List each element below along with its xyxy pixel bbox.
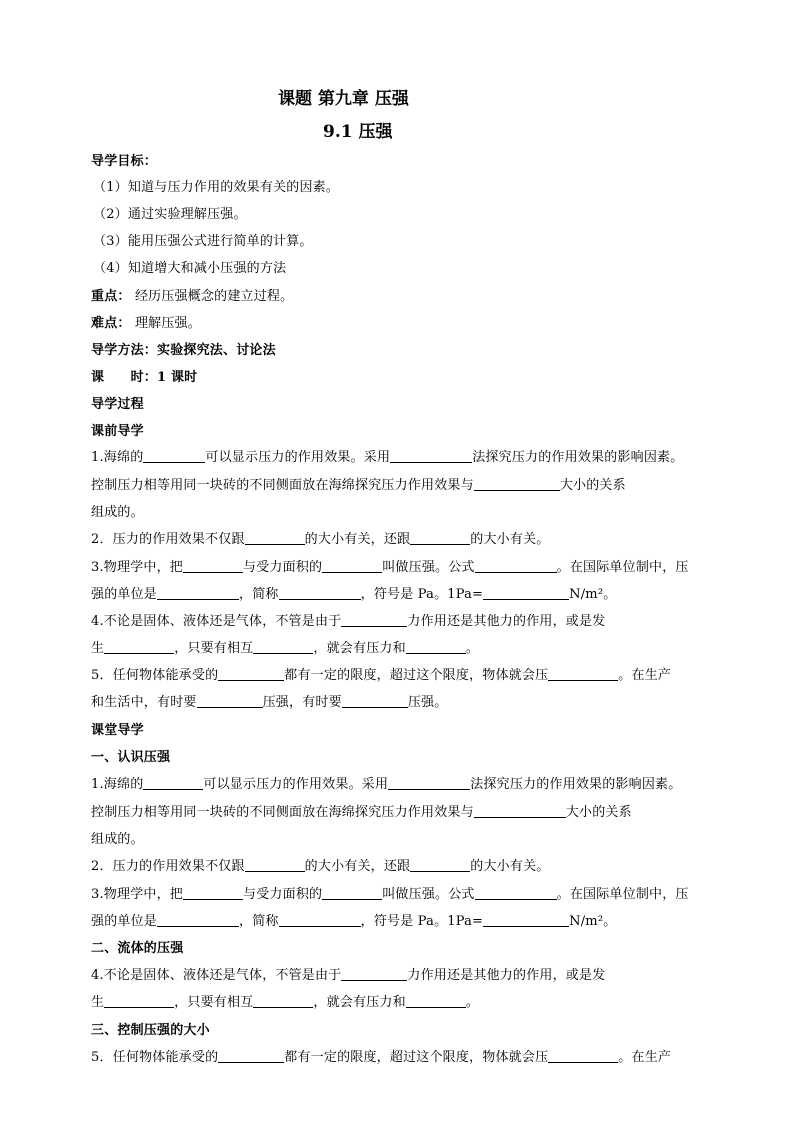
fill-blank[interactable]	[245, 532, 305, 545]
question-text: 。在国际单位制中，压	[556, 887, 689, 902]
fill-blank[interactable]	[341, 614, 407, 627]
question-text: 力作用还是其他力的作用，或是发	[407, 968, 606, 983]
question-text: 的大小有关。	[470, 532, 550, 547]
fill-blank[interactable]	[322, 560, 382, 573]
question-text: 大小的关系	[559, 478, 626, 493]
fill-blank[interactable]	[197, 695, 263, 708]
question-text: 4.不论是固体、液体还是气体，不管是由于	[91, 614, 342, 629]
objective-item: （3）能用压强公式进行简单的计算。	[93, 234, 313, 249]
question-text: 和生活中，有时要	[91, 695, 197, 710]
question-text: 控制压力相等用同一块砖的不同侧面放在海绵探究压力作用效果与	[91, 805, 474, 820]
fill-blank[interactable]	[104, 995, 174, 1008]
fill-blank[interactable]	[157, 914, 239, 927]
question-text: 5．任何物体能承受的	[91, 668, 219, 683]
question-text: 。	[465, 641, 480, 656]
pre-q3-line2	[91, 583, 616, 602]
fill-blank[interactable]	[406, 995, 466, 1008]
question-text: 大小的关系	[565, 805, 632, 820]
pre-q1-line3: 组成的。	[91, 505, 144, 520]
fill-blank[interactable]	[218, 668, 284, 681]
fill-blank[interactable]	[279, 587, 361, 600]
question-text: 叫做压强。公式	[382, 887, 475, 902]
class-q1-line2	[91, 801, 632, 820]
section-heading: 三、控制压强的大小	[91, 1023, 210, 1038]
key-point-label: 重点：	[91, 289, 131, 304]
fill-blank[interactable]	[143, 777, 203, 790]
fill-blank[interactable]	[474, 478, 560, 491]
question-text: 压强，有时要	[262, 695, 342, 710]
fill-blank[interactable]	[341, 968, 407, 981]
fill-blank[interactable]	[143, 450, 205, 463]
question-text: 强的单位是	[91, 587, 158, 602]
pre-q5-line1	[91, 664, 671, 683]
objective-item: （1）知道与压力作用的效果有关的因素。	[93, 180, 340, 195]
pre-q1-line1	[91, 446, 683, 465]
pre-q4-line2	[91, 637, 479, 656]
process-heading: 导学过程	[91, 397, 144, 412]
question-text: 与受力面积的	[243, 887, 323, 902]
fill-blank[interactable]	[253, 995, 313, 1008]
question-text: 强的单位是	[91, 914, 158, 929]
question-text: 可以显示压力的作用效果。采用	[205, 450, 391, 465]
section-heading: 二、流体的压强	[91, 941, 184, 956]
question-text: 3.物理学中，把	[91, 887, 184, 902]
question-text: N/m²。	[569, 587, 617, 602]
objective-item: （2）通过实验理解压强。	[93, 207, 247, 222]
question-text: 5．任何物体能承受的	[91, 1050, 219, 1065]
question-text: 的大小有关，还跟	[304, 859, 411, 874]
fill-blank[interactable]	[406, 641, 466, 654]
question-text: 叫做压强。公式	[382, 560, 475, 575]
question-text: 。	[465, 995, 480, 1010]
section-heading: 一、认识压强	[91, 750, 171, 765]
fill-blank[interactable]	[279, 914, 361, 927]
fill-blank[interactable]	[253, 641, 313, 654]
fill-blank[interactable]	[245, 859, 305, 872]
question-text: ，符号是 Pa。1Pa=	[360, 587, 484, 602]
fill-blank[interactable]	[104, 641, 174, 654]
question-text: 力作用还是其他力的作用，或是发	[407, 614, 606, 629]
fill-blank[interactable]	[548, 1050, 618, 1063]
fill-blank[interactable]	[483, 587, 569, 600]
question-text: 的大小有关。	[470, 859, 550, 874]
question-text: ，符号是 Pa。1Pa=	[360, 914, 484, 929]
sub-title: 9.1 压强	[323, 122, 393, 142]
fill-blank[interactable]	[410, 532, 470, 545]
question-text: ，只要有相互	[174, 995, 254, 1010]
question-text: ，就会有压力和	[313, 641, 406, 656]
fill-blank[interactable]	[483, 914, 569, 927]
question-text: ，简称	[239, 587, 279, 602]
objective-item: （4）知道增大和减小压强的方法	[93, 261, 287, 276]
question-text: 2．压力的作用效果不仅跟	[91, 859, 245, 874]
pre-q3-line1	[91, 556, 689, 575]
question-text: 1.海绵的	[91, 777, 144, 792]
method: 导学方法：实验探究法、讨论法	[91, 343, 276, 358]
difficulty-text: 理解压强。	[130, 316, 201, 331]
fill-blank[interactable]	[410, 859, 470, 872]
main-title: 课题 第九章 压强	[278, 89, 409, 109]
question-text: ，只要有相互	[174, 641, 254, 656]
question-text: 法探究压力的作用效果的影响因素。	[472, 450, 684, 465]
fill-blank[interactable]	[322, 887, 382, 900]
question-text: 压强。	[407, 695, 448, 710]
class-q1-line1	[91, 773, 681, 792]
question-text: 可以显示压力的作用效果。采用	[203, 777, 389, 792]
question-text: 。在国际单位制中，压	[556, 560, 689, 575]
class-q1-line3: 组成的。	[91, 832, 144, 847]
question-text: 1.海绵的	[91, 450, 144, 465]
question-text: N/m²。	[569, 914, 617, 929]
question-text: 生	[91, 995, 105, 1010]
fill-blank[interactable]	[390, 450, 472, 463]
fill-blank[interactable]	[342, 695, 408, 708]
fill-blank[interactable]	[475, 560, 557, 573]
class-q2	[91, 855, 549, 874]
question-text: 法探究压力的作用效果的影响因素。	[470, 777, 682, 792]
class-q4-line1	[91, 964, 605, 983]
pre-q5-line2	[91, 691, 447, 710]
question-text: 与受力面积的	[243, 560, 323, 575]
question-text: ，简称	[239, 914, 279, 929]
fill-blank[interactable]	[475, 887, 557, 900]
question-text: 。在生产	[618, 1050, 672, 1065]
question-text: 都有一定的限度，超过这个限度，物体就会压	[284, 668, 549, 683]
question-text: 。在生产	[618, 668, 672, 683]
fill-blank[interactable]	[474, 805, 566, 818]
key-point-text: 经历压强概念的建立过程。	[130, 289, 294, 304]
fill-blank[interactable]	[183, 887, 243, 900]
class-q3-line2	[91, 910, 616, 929]
question-text: 4.不论是固体、液体还是气体，不管是由于	[91, 968, 342, 983]
objectives-heading: 导学目标：	[91, 154, 158, 169]
difficulty-label: 难点：	[91, 316, 131, 331]
pre-heading: 课前导学	[91, 424, 144, 439]
question-text: 都有一定的限度，超过这个限度，物体就会压	[284, 1050, 549, 1065]
pre-q4-line1	[91, 610, 605, 629]
fill-blank[interactable]	[548, 668, 618, 681]
fill-blank[interactable]	[388, 777, 470, 790]
key-point	[91, 285, 293, 304]
question-text: 生	[91, 641, 105, 656]
pre-q2	[91, 528, 549, 547]
fill-blank[interactable]	[218, 1050, 284, 1063]
question-text: 3.物理学中，把	[91, 560, 184, 575]
question-text: 的大小有关，还跟	[304, 532, 411, 547]
class-q5-line1	[91, 1046, 671, 1065]
question-text: 2．压力的作用效果不仅跟	[91, 532, 245, 547]
difficulty	[91, 312, 201, 331]
class-q4-line2	[91, 991, 479, 1010]
question-text: ，就会有压力和	[313, 995, 406, 1010]
period: 课 时：1 课时	[91, 370, 198, 385]
class-q3-line1	[91, 883, 689, 902]
fill-blank[interactable]	[157, 587, 239, 600]
class-heading: 课堂导学	[91, 723, 144, 738]
question-text: 控制压力相等用同一块砖的不同侧面放在海绵探究压力作用效果与	[91, 478, 474, 493]
pre-q1-line2	[91, 474, 626, 493]
fill-blank[interactable]	[183, 560, 243, 573]
